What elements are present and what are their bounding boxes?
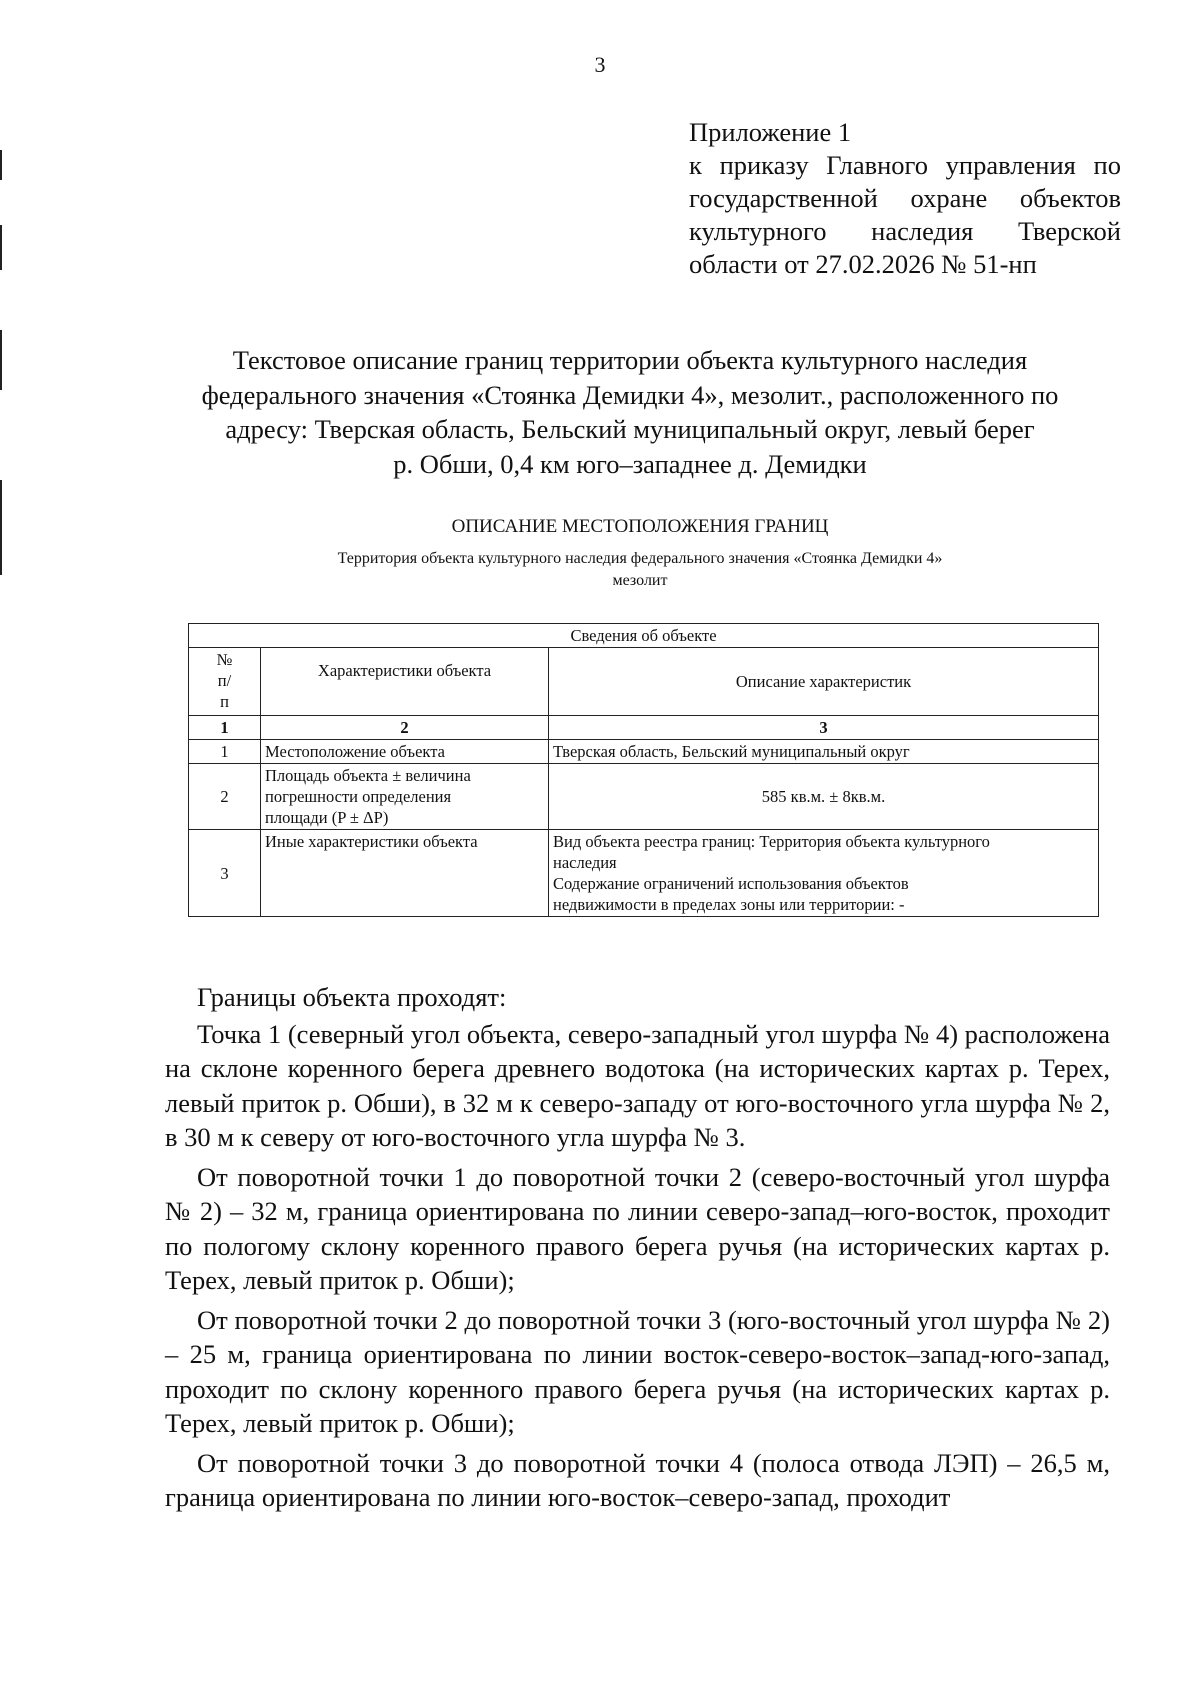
column-number-row	[189, 716, 1099, 740]
row-description: 585 кв.м. ± 8кв.м.	[549, 764, 1099, 830]
row-characteristic: Местоположение объекта	[261, 740, 549, 764]
appendix-title: Приложение 1	[689, 117, 852, 147]
column-number: 2	[261, 716, 549, 740]
scan-edge-mark	[0, 150, 2, 180]
body-text	[165, 980, 1110, 1515]
row-characteristic: Иные характеристики объекта	[261, 830, 549, 917]
object-info-table	[188, 623, 1099, 917]
description-subtitle: Территория объекта культурного наследия федерального значения «Стоянка Демидки 4» мезолит	[337, 550, 943, 589]
appendix-block	[689, 116, 1121, 281]
column-number: 3	[549, 716, 1099, 740]
body-paragraph: От поворотной точки 3 до поворотной точки 4 (полоса отвода ЛЭП) – 26,5 м, граница ориентирована по линии юго-восток–северо-запад, проходит	[165, 1447, 1110, 1512]
column-number: 1	[189, 716, 261, 740]
table-caption-row	[189, 624, 1099, 648]
document-title: Текстовое описание границ территории объекта культурного наследия федерального значения «Стоянка Демидки 4», мезолит., расположенного по адресу: Тверская область, Бельский муниципальный округ, левый берег р. Обши, 0,4 км юго–западнее д. Демидки	[201, 345, 1059, 479]
row-number: 3	[189, 830, 261, 917]
appendix-line: культурного наследия Тверской	[689, 216, 1121, 246]
table-row	[189, 764, 1099, 830]
description-header: ОПИСАНИЕ МЕСТОПОЛОЖЕНИЯ ГРАНИЦ	[451, 516, 829, 537]
table-header-row	[189, 648, 1099, 716]
row-characteristic: Площадь объекта ± величина погрешности определения площади (P ± ΔP)	[261, 764, 549, 830]
body-intro: Границы объекта проходят:	[197, 982, 507, 1012]
row-description: Тверская область, Бельский муниципальный округ	[549, 740, 1099, 764]
table-caption: Сведения об объекте	[189, 624, 1099, 648]
appendix-line: государственной охране объектов	[689, 183, 1121, 213]
page-number: 3	[594, 52, 606, 77]
header-characteristic: Характеристики объекта	[261, 648, 549, 716]
table-row	[189, 740, 1099, 764]
body-paragraph: От поворотной точки 1 до поворотной точки 2 (северо-восточный угол шурфа № 2) – 32 м, граница ориентирована по линии северо-запад–юго-восток, проходит по пологому склону коренного правого берега ручья (на исторических картах р. Терех, левый приток р. Обши);	[165, 1161, 1110, 1295]
scan-edge-mark	[0, 330, 2, 390]
appendix-line: к приказу Главного управления по	[689, 150, 1121, 180]
row-number: 1	[189, 740, 261, 764]
header-description: Описание характеристик	[549, 648, 1099, 716]
appendix-line: области от 27.02.2026 № 51-нп	[689, 249, 1037, 279]
body-paragraph: Точка 1 (северный угол объекта, северо-западный угол шурфа № 4) расположена на склоне коренного берега древнего водотока (на исторических картах р. Терех, левый приток р. Обши), в 32 м к северо-западу от юго-восточного угла шурфа № 2, в 30 м к северу от юго-восточного угла шурфа № 3.	[165, 1018, 1110, 1152]
body-paragraph: От поворотной точки 2 до поворотной точки 3 (юго-восточный угол шурфа № 2) – 25 м, граница ориентирована по линии восток-северо-восток–запад-юго-запад, проходит по склону коренного правого берега ручья (на исторических картах р. Терех, левый приток р. Обши);	[165, 1304, 1110, 1438]
row-number: 2	[189, 764, 261, 830]
row-description: Вид объекта реестра границ: Территория объекта культурного наследия Содержание ограничений использования объектов недвижимости в пределах зоны или территории: -	[549, 830, 1099, 917]
header-num: № п/ п	[189, 648, 261, 716]
scan-edge-mark	[0, 225, 2, 270]
table-row	[189, 830, 1099, 917]
